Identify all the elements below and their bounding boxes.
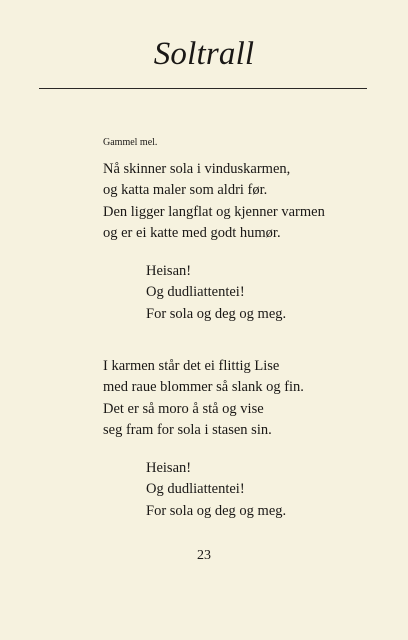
page-title: Soltrall: [153, 36, 255, 72]
verse-line: med raue blommer så slank og fin.: [103, 379, 304, 396]
chorus-line: Heisan!: [146, 263, 192, 279]
verse-line: Nå skinner sola i vinduskarmen,: [103, 161, 291, 177]
stanza-chorus-1: [146, 261, 286, 325]
title-rule: [39, 88, 367, 89]
verse-line: seg fram for sola i stasen sin.: [103, 421, 272, 438]
verse-line: og katta maler som aldri før.: [103, 182, 268, 199]
chorus-line: Og dudliattentei!: [146, 481, 245, 498]
chorus-line: Heisan!: [146, 460, 192, 476]
melody-note: Gammel mel.: [103, 137, 158, 148]
verse-line: Det er så moro å stå og vise: [103, 400, 264, 417]
chorus-line: For sola og deg og meg.: [146, 305, 287, 322]
verse-line: I karmen står det ei flittig Lise: [103, 358, 280, 374]
stanza-chorus-2: [146, 458, 286, 522]
verse-line: Den ligger langflat og kjenner varmen: [103, 203, 325, 220]
stanza-verse-1: [103, 159, 325, 244]
page-number: 23: [197, 548, 211, 563]
chorus-line: For sola og deg og meg.: [146, 502, 287, 519]
verse-line: og er ei katte med godt humør.: [103, 224, 281, 241]
stanza-verse-2: [103, 356, 304, 441]
chorus-line: Og dudliattentei!: [146, 284, 245, 301]
